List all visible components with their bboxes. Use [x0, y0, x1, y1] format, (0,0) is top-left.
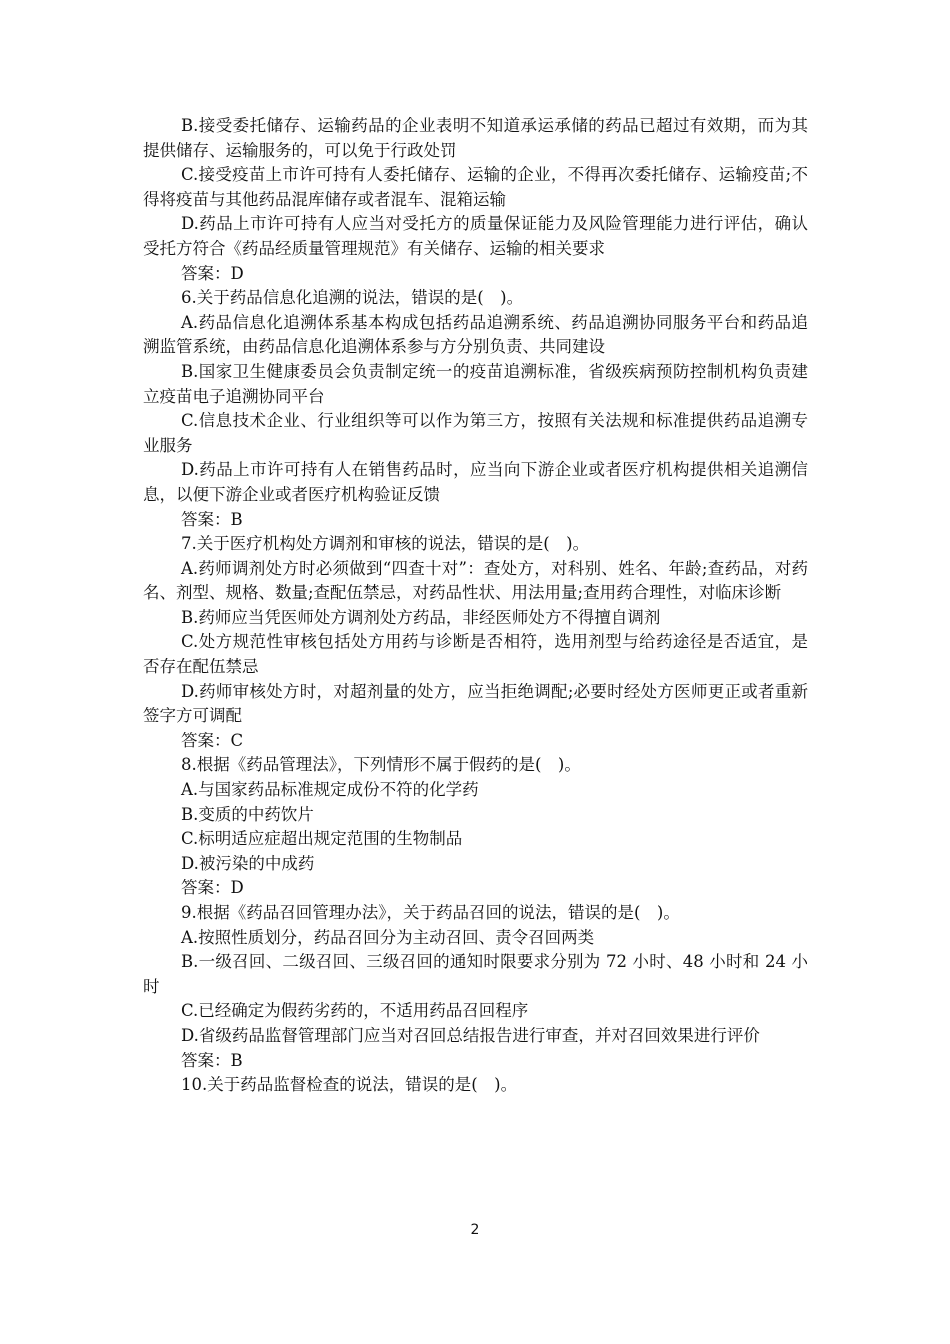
paragraph-option-a: A.药品信息化追溯体系基本构成包括药品追溯系统、药品追溯协同服务平台和药品追溯监管系统，由药品信息化追溯体系参与方分别负责、共同建设	[143, 312, 808, 357]
paragraph-option-c: C.信息技术企业、行业组织等可以作为第三方，按照有关法规和标准提供药品追溯专业服务	[143, 411, 808, 455]
paragraph-option-d: D.药品上市许可持有人在销售药品时，应当向下游企业或者医疗机构提供相关追溯信息，以便下游企业或者医疗机构验证反馈	[143, 460, 808, 504]
paragraph-answer: 答案：C	[181, 730, 244, 750]
document-body	[143, 114, 808, 1098]
paragraph-question-8: 8.根据《药品管理法》，下列情形不属于假药的是( )。	[181, 755, 581, 775]
paragraph-question-10: 10.关于药品监督检查的说法，错误的是( )。	[181, 1075, 518, 1095]
paragraph-question-9: 9.根据《药品召回管理办法》，关于药品召回的说法，错误的是( )。	[181, 903, 680, 922]
paragraph-question-7: 7.关于医疗机构处方调剂和审核的说法，错误的是( )。	[181, 534, 590, 554]
paragraph-option-d: D.药品上市许可持有人应当对受托方的质量保证能力及风险管理能力进行评估，确认受托方符合《药品经质量管理规范》有关储存、运输的相关要求	[143, 214, 808, 258]
paragraph-option-b: B.一级召回、二级召回、三级召回的通知时限要求分别为 72 小时、48 小时和 24 小时	[143, 952, 808, 996]
paragraph-option-b: B.药师应当凭医师处方调剂处方药品，非经医师处方不得擅自调剂	[181, 607, 661, 627]
paragraph-option-c: C.标明适应症超出规定范围的生物制品	[181, 829, 463, 849]
page-number: 2	[470, 1222, 480, 1238]
paragraph-option-b: B.接受委托储存、运输药品的企业表明不知道承运承储的药品已超过有效期，而为其提供储存、运输服务的，可以免于行政处罚	[143, 116, 808, 160]
paragraph-answer: 答案：D	[181, 263, 244, 283]
paragraph-option-d: D.省级药品监督管理部门应当对召回总结报告进行审查，并对召回效果进行评价	[181, 1025, 760, 1045]
paragraph-option-c: C.已经确定为假药劣药的，不适用药品召回程序	[181, 1001, 529, 1021]
paragraph-option-c: C.接受疫苗上市许可持有人委托储存、运输的企业，不得再次委托储存、运输疫苗;不得将疫苗与其他药品混库储存或者混车、混箱运输	[143, 165, 808, 209]
paragraph-option-c: C.处方规范性审核包括处方用药与诊断是否相符，选用剂型与给药途径是否适宜，是否存在配伍禁忌	[143, 632, 808, 677]
paragraph-answer: 答案：D	[181, 878, 244, 898]
paragraph-answer: 答案：B	[181, 509, 243, 529]
paragraph-option-a: A.与国家药品标准规定成份不符的化学药	[181, 780, 479, 800]
paragraph-option-d: D.被污染的中成药	[181, 853, 315, 873]
paragraph-answer: 答案：B	[181, 1050, 243, 1070]
paragraph-option-a: A.按照性质划分，药品召回分为主动召回、责令召回两类	[181, 927, 595, 947]
paragraph-option-b: B.国家卫生健康委员会负责制定统一的疫苗追溯标准，省级疾病预防控制机构负责建立疫苗电子追溯协同平台	[143, 361, 808, 406]
paragraph-option-d: D.药师审核处方时，对超剂量的处方，应当拒绝调配;必要时经处方医师更正或者重新签字方可调配	[143, 681, 808, 726]
paragraph-option-a: A.药师调剂处方时必须做到“四查十对”：查处方，对科别、姓名、年龄;查药品，对药名、剂型、规格、数量;查配伍禁忌，对药品性状、用法用量;查用药合理性，对临床诊断	[143, 558, 808, 603]
paragraph-option-b: B.变质的中药饮片	[181, 804, 314, 824]
paragraph-question-6: 6.关于药品信息化追溯的说法，错误的是( )。	[181, 288, 524, 308]
